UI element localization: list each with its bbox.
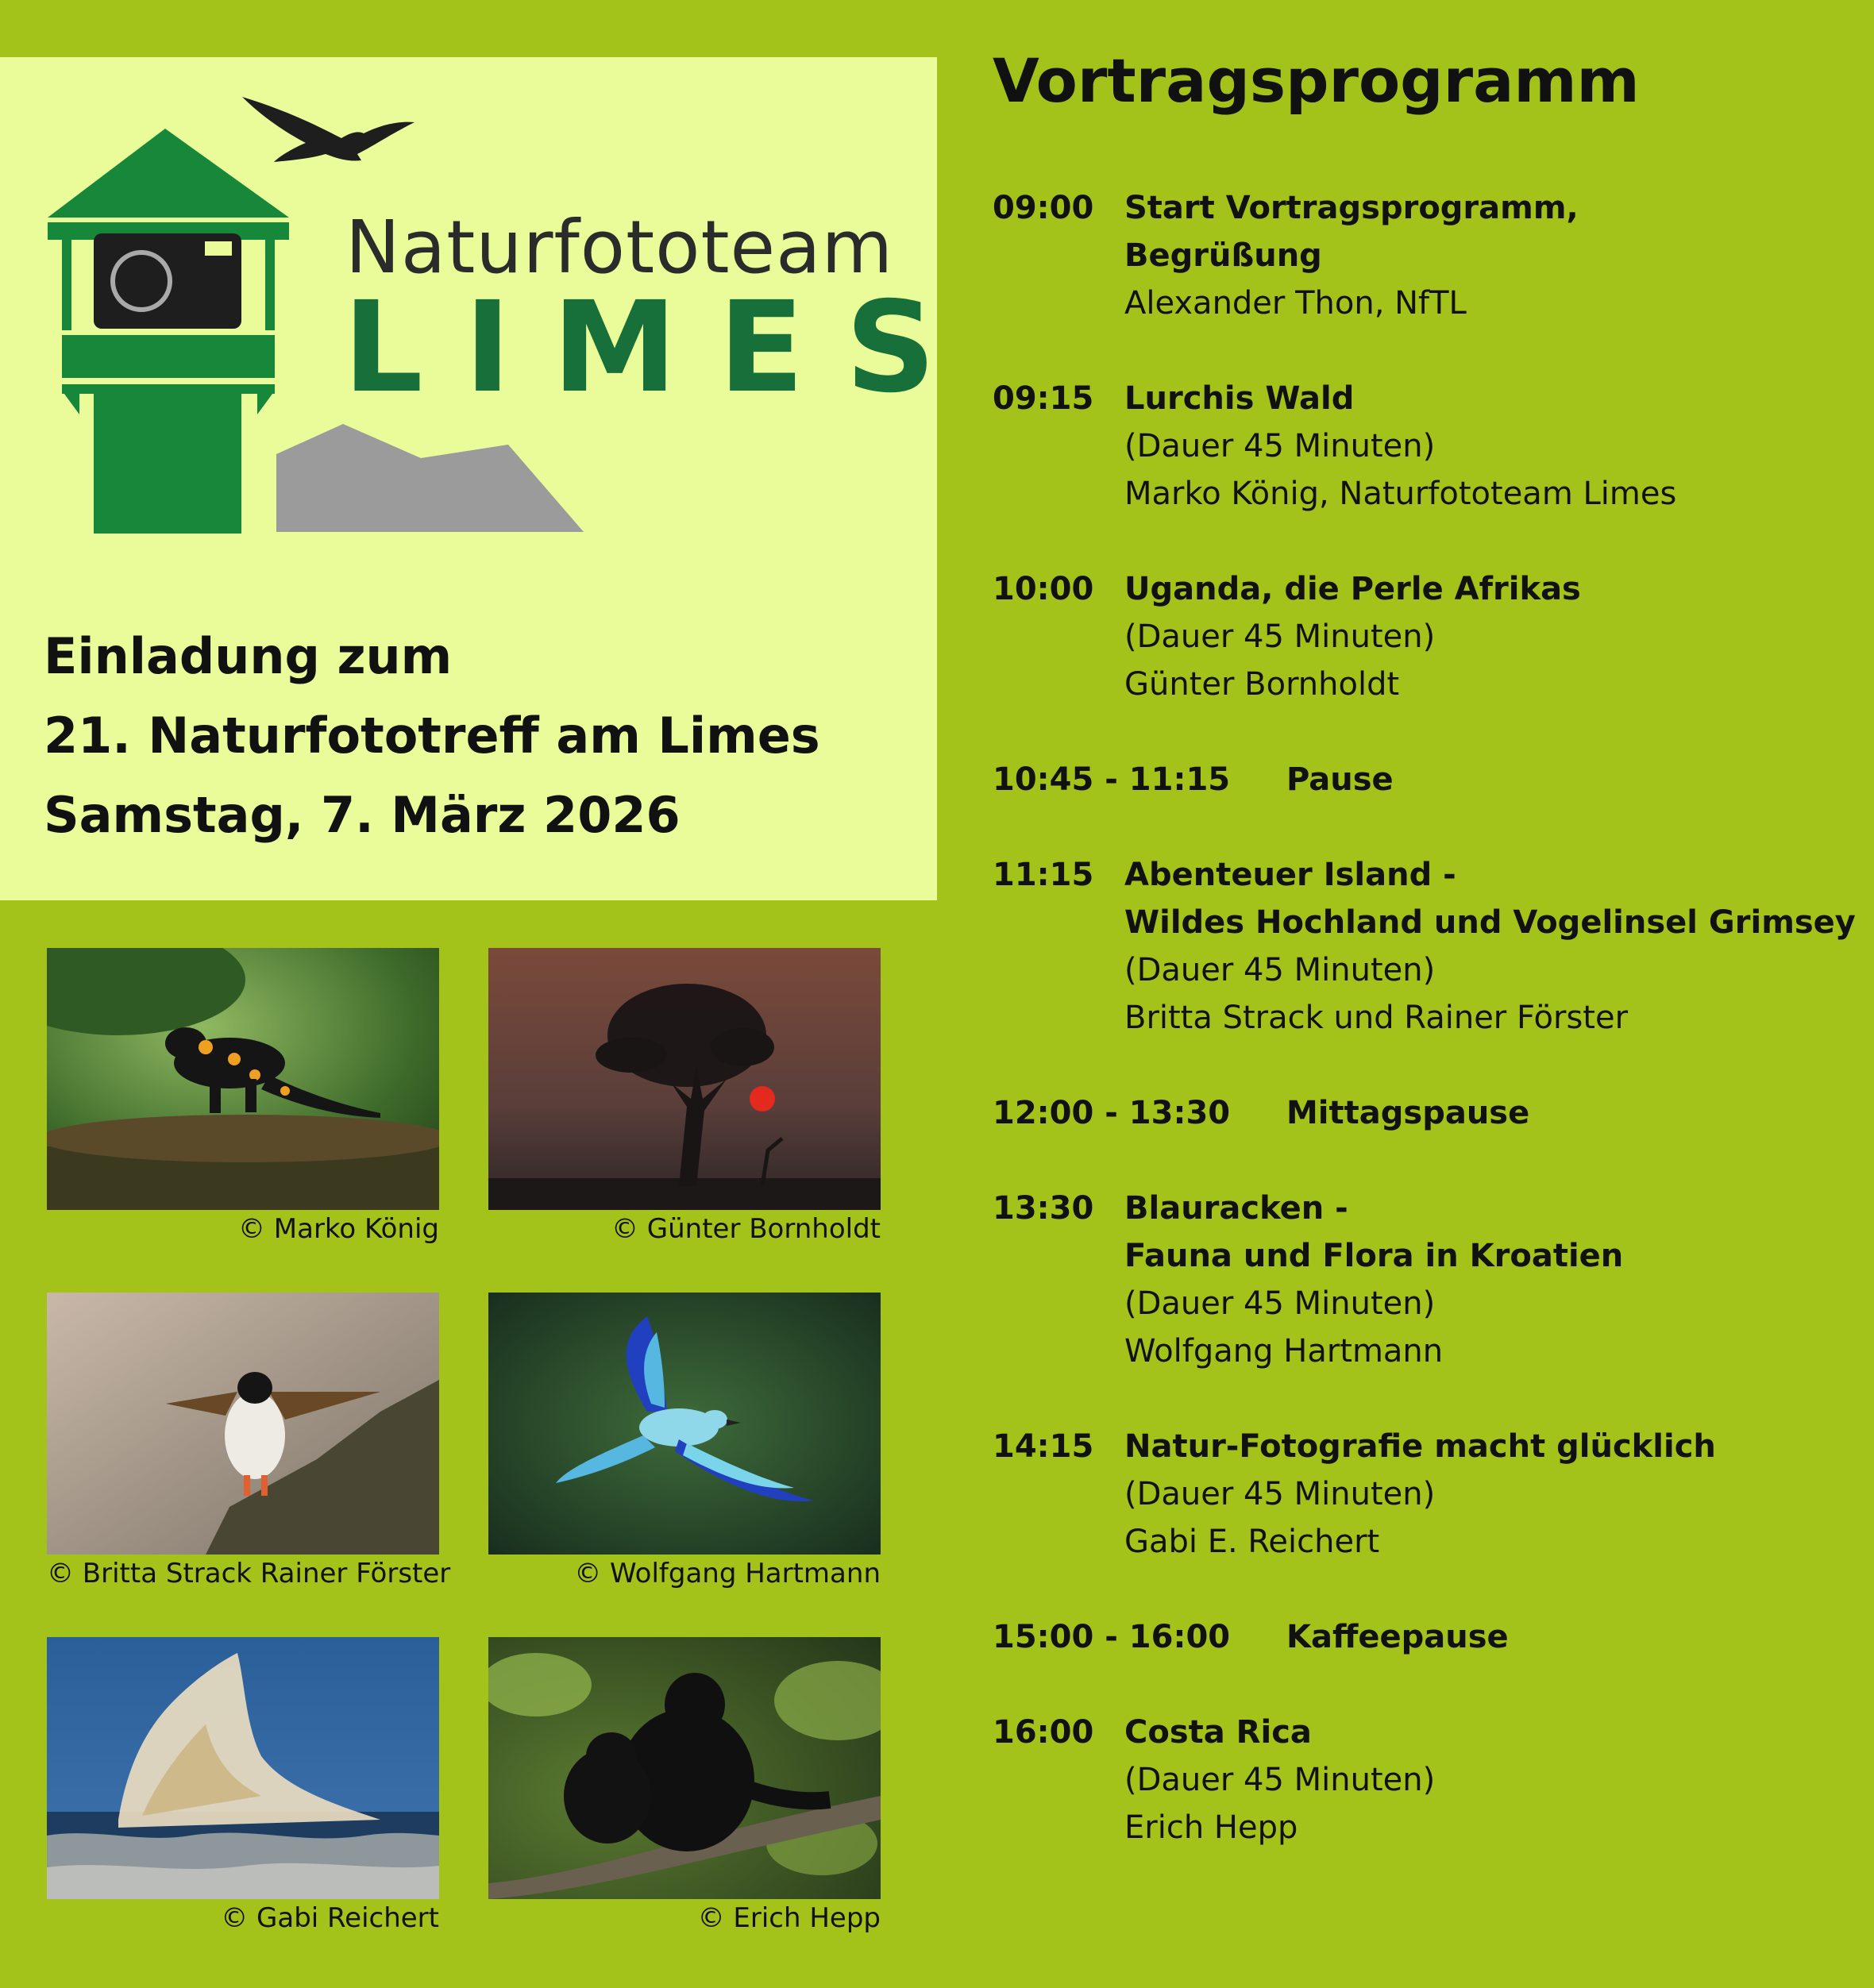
program-item-speaker: Günter Bornholdt (1124, 666, 1400, 703)
program-item-time: 09:15 (993, 380, 1094, 417)
program-break-label: Mittagspause (1286, 1095, 1530, 1131)
program-item-duration: (Dauer 45 Minuten) (1124, 1762, 1436, 1798)
program-item-title-cont: Fauna und Flora in Kroatien (1124, 1238, 1624, 1274)
program-item-time: 10:00 (993, 571, 1094, 607)
program-item-time: 11:15 (993, 857, 1094, 893)
program-item-time: 16:00 (993, 1714, 1094, 1751)
program-break-label: Kaffeepause (1286, 1619, 1509, 1655)
program-item-title: Uganda, die Perle Afrikas (1124, 571, 1581, 607)
program-item-duration: (Dauer 45 Minuten) (1124, 952, 1436, 988)
program-break-time: 15:00 - 16:00 (993, 1619, 1231, 1655)
program-item-title: Abenteuer Island - (1124, 857, 1456, 893)
photo-grid (0, 937, 937, 1988)
howler-monkey-photo (488, 1637, 881, 1899)
tower-roof (48, 129, 289, 218)
tower-base (94, 391, 241, 534)
program-item-duration: (Dauer 45 Minuten) (1124, 1285, 1436, 1322)
program-item-duration: (Dauer 45 Minuten) (1124, 618, 1436, 655)
program-item-title: Costa Rica (1124, 1714, 1312, 1751)
program-item-title: Lurchis Wald (1124, 380, 1355, 417)
intro-panel (0, 57, 977, 900)
logo-text-naturfototeam: Naturfototeam (345, 205, 894, 290)
invitation-text (44, 617, 820, 855)
invitation-line-3: Samstag, 7. März 2026 (44, 786, 681, 844)
program-item-speaker: Wolfgang Hartmann (1124, 1333, 1444, 1370)
fire-salamander-photo (47, 948, 439, 1210)
program-item-duration: (Dauer 45 Minuten) (1124, 428, 1436, 464)
program-item-speaker: Erich Hepp (1124, 1809, 1298, 1846)
program-item-speaker: Britta Strack und Rainer Förster (1124, 1000, 1629, 1036)
ocean-wave-photo (47, 1637, 439, 1899)
acacia-sunset-photo (488, 948, 881, 1210)
photo-credit-3: © Britta Strack Rainer Förster (47, 1558, 451, 1589)
program-break-time: 12:00 - 13:30 (993, 1095, 1231, 1131)
program-item-title: Natur-Fotografie macht glücklich (1124, 1428, 1716, 1465)
invitation-line-2: 21. Naturfototreff am Limes (44, 707, 820, 765)
photo-credit-6: © Erich Hepp (697, 1902, 881, 1934)
program-item-speaker: Marko König, Naturfototeam Limes (1124, 476, 1677, 512)
program-item-time: 14:15 (993, 1428, 1094, 1465)
invitation-line-1: Einladung zum (44, 627, 453, 685)
lecture-program (993, 0, 1874, 1988)
photo-credit-2: © Günter Bornholdt (611, 1213, 881, 1245)
program-item-title: Start Vortragsprogramm, (1124, 190, 1579, 226)
program-title: Vortragsprogramm (993, 45, 1640, 116)
photo-credit-5: © Gabi Reichert (221, 1902, 439, 1934)
program-item-title-cont: Begrüßung (1124, 237, 1322, 274)
photo-credit-1: © Marko König (237, 1213, 439, 1245)
program-item-time: 09:00 (993, 190, 1094, 226)
program-item-speaker: Alexander Thon, NfTL (1124, 285, 1467, 322)
program-item-title: Blauracken - (1124, 1190, 1348, 1227)
program-item-title-cont: Wildes Hochland und Vogelinsel Grimsey (1124, 904, 1856, 941)
program-break-time: 10:45 - 11:15 (993, 761, 1231, 798)
tower-band (62, 335, 275, 378)
logo-text-limes: LIMES (343, 275, 977, 421)
program-item-speaker: Gabi E. Reichert (1124, 1524, 1380, 1560)
bird-icon (242, 97, 415, 162)
mountain-shape (276, 424, 584, 532)
program-break-label: Pause (1286, 761, 1394, 798)
program-item-time: 13:30 (993, 1190, 1094, 1227)
european-roller-photo (488, 1293, 881, 1555)
puffin-photo (47, 1293, 439, 1555)
program-item-duration: (Dauer 45 Minuten) (1124, 1476, 1436, 1512)
photo-credit-4: © Wolfgang Hartmann (574, 1558, 881, 1589)
